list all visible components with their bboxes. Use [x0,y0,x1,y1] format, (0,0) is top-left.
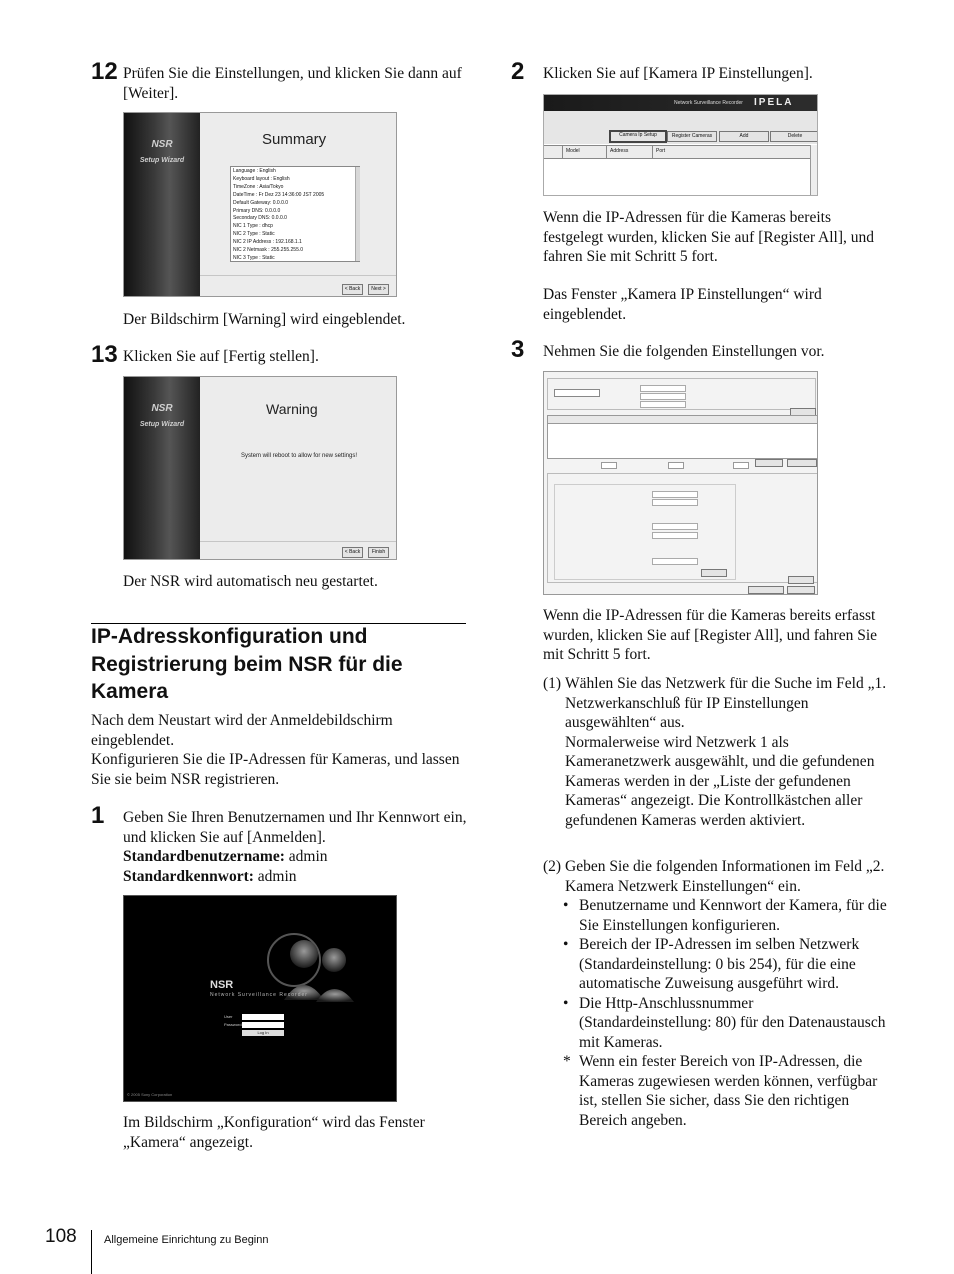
col-address: Address [610,148,629,154]
step-12-text: Prüfen Sie die Einstellungen, und klicken Sie dann auf [Weiter]. [123,65,462,102]
col-divider [652,146,653,158]
found-count [601,462,617,469]
bullet-mark: • [563,994,569,1012]
password-input[interactable] [242,1022,284,1028]
step-3-text: Nehmen Sie die folgenden Einstellungen vor. [543,343,825,360]
unregistered-count [733,462,749,469]
summary-line: NIC 2 Type : Static [233,231,275,238]
item-1-number: (1) [543,675,562,692]
summary-line: Secondary DNS: 0.0.0.0 [233,215,287,222]
page-number: 108 [45,1226,77,1247]
found-camera-list[interactable] [547,423,818,459]
summary-line: NIC 2 Netmask : 255.255.255.0 [233,247,304,254]
step-3-note: Wenn die IP-Adressen für die Kameras bereits erfasst wurden, klicken Sie auf [Register All], und fahren Sie mit Schritt 5 fort. [543,607,878,663]
note-item [559,1052,888,1130]
bullet-item [559,935,888,994]
step-12-number: 12 [91,58,118,85]
admin-password-field[interactable] [652,499,698,506]
login-screenshot [123,895,397,1102]
note-text: Wenn ein fester Bereich von IP-Adressen, die Kameras zugewiesen werden können, verfügbar ist, stellen Sie sicher, dass Sie den richtigen Bereich angeben. [579,1053,878,1129]
default-user-label: Standardbenutzername: [123,848,285,865]
range-to-field[interactable] [652,532,698,539]
wizard-logo-nsr: NSR [151,139,173,150]
login-copyright: © 2005 Sony Corporation [127,1092,173,1097]
wizard-content [200,377,396,559]
wizard-divider [200,275,396,276]
login-user-label: User [224,1014,233,1019]
gateway-field[interactable] [640,401,686,408]
footer-section: Allgemeine Einrichtung zu Beginn [104,1234,269,1246]
step-3-number: 3 [511,336,525,363]
apply-button[interactable] [788,576,814,584]
summary-scrollbar[interactable] [355,167,360,261]
item-2-number: (2) [543,858,562,875]
wizard-sidebar [124,113,200,296]
select-all-button[interactable] [755,459,783,467]
login-password-label: Password [224,1022,242,1027]
camera-list-screenshot [543,94,818,196]
bullet-item [559,994,888,1053]
warning-title: Warning [266,401,318,417]
col-divider [606,146,607,158]
login-button[interactable]: Log In [242,1030,284,1036]
wizard-logo-setup: Setup Wizard [139,157,185,164]
summary-line: Keyboard layout : English [233,175,290,182]
wizard-divider [200,541,396,542]
network-dropdown[interactable] [554,389,600,397]
item-2 [543,857,888,1130]
register-cameras-button[interactable]: Register Cameras [667,131,717,142]
settings-inner-group [554,484,736,580]
register-cameras-dialog-button[interactable] [748,586,784,594]
summary-title: Summary [262,131,327,148]
admin-user-field[interactable] [652,491,698,498]
user-input[interactable] [242,1014,284,1020]
step-1-result: Im Bildschirm „Konfiguration“ wird das Fenster „Kamera“ angezeigt. [123,1114,425,1151]
summary-line: Language : English [233,168,276,174]
section-heading: IP-Adresskonfiguration und Registrierung beim NSR für die Kamera [91,625,403,703]
ipela-logo: IPELA [754,97,794,108]
item-2-bullets [559,896,888,1130]
step-13-text: Klicken Sie auf [Fertig stellen]. [123,348,319,365]
set-button[interactable] [701,569,727,577]
summary-screenshot [123,112,397,297]
warning-screenshot [123,376,397,560]
bullet-text: Die Http-Anschlussnummer (Standardeinstellung: 80) für den Datenaustausch mit Kameras. [579,994,886,1051]
step-1-number: 1 [91,802,105,829]
item-1-detail: Normalerweise wird Netzwerk 1 als Kameranetzwerk ausgewählt, und die gefundenen Kameras werden in der „Liste der gefundenen Kameras“ angezeigt. Die Kontrollkästchen aller gefundenen Kameras werden aktiviert. [565,733,875,829]
back-button[interactable]: < Back [342,284,363,295]
bullet-text: Bereich der IP-Adressen im selben Netzwerk (Standardeinstellung: 0 bis 254), für die eine automatische Zuweisung ausgeführt wird. [579,936,860,992]
camera-ip-setup-button[interactable]: Camera Ip Setup [609,130,667,143]
step-2-note: Wenn die IP-Adressen für die Kameras bereits festgelegt wurden, klicken Sie auf [Register All], und fahren Sie mit Schritt 5 fort. [543,209,875,265]
camera-ip-setup-screenshot [543,371,818,595]
summary-line: NIC 1 Type : dhcp [233,223,273,230]
back-button[interactable]: < Back [342,547,363,558]
step-2-result: Das Fenster „Kamera IP Einstellungen“ wird eingeblendet. [543,286,822,323]
next-button[interactable]: Next > [368,284,389,295]
app-header [544,95,817,111]
login-subtitle: Network Surveillance Recorder [210,992,308,998]
login-brand: NSR [210,979,234,991]
step-1-instruction: Geben Sie Ihren Benutzernamen und Ihr Kennwort ein, und klicken Sie auf [Anmelden]. [123,809,467,846]
subnet-field[interactable] [640,393,686,400]
step-13-number: 13 [91,341,118,368]
wizard-logo-nsr: NSR [151,403,173,414]
wizard-content [200,113,396,296]
bullet-mark: • [563,936,569,953]
warning-message: System will reboot to allow for new settings! [240,453,358,459]
note-mark: * [563,1053,571,1070]
deselect-all-button[interactable] [787,459,817,467]
ip-field[interactable] [640,385,686,392]
summary-line: NIC 3 Type : Static [233,254,275,261]
step-2-number: 2 [511,58,525,85]
http-port-field[interactable] [652,558,698,565]
table-scrollbar[interactable] [810,145,818,195]
registered-count [668,462,684,469]
default-password-value: admin [257,867,297,885]
app-product-name: Network Surveillance Recorder [674,100,743,106]
summary-line: DateTime : Fr Dez 23 14:36:00 JST 2005 [233,191,325,198]
item-1 [543,674,888,830]
default-user-value: admin [288,848,328,865]
wizard-sidebar [124,377,200,559]
wizard-logo-setup: Setup Wizard [139,421,185,428]
delete-button[interactable]: Delete [770,131,818,142]
summary-line: TimeZone : Asia/Tokyo [233,183,284,190]
step-1-text [123,808,468,886]
col-model: Model [566,148,580,154]
toolbar [544,111,817,144]
footer-rule [91,1230,92,1274]
section-intro-1: Nach dem Neustart wird der Anmeldebildschirm eingeblendet. [91,712,393,749]
section-intro-2: Konfigurieren Sie die IP-Adressen für Kameras, und lassen Sie sie beim NSR registrieren. [91,751,460,788]
step-2-text: Klicken Sie auf [Kamera IP Einstellungen]. [543,65,813,82]
close-button[interactable] [787,586,815,594]
summary-line: Default Gateway: 0.0.0.0 [233,199,289,206]
summary-line: Primary DNS: 0.0.0.0 [233,207,281,214]
add-button[interactable]: Add [719,131,769,142]
range-from-field[interactable] [652,523,698,530]
item-2-text: Geben Sie die folgenden Informationen im Feld „2. Kamera Netzwerk Einstellungen“ ein. [565,858,885,895]
bullet-text: Benutzername und Kennwort der Kamera, für die Sie Einstellungen konfigurieren. [579,897,887,934]
default-password-label: Standardkennwort: [123,867,254,885]
step-12-result: Der Bildschirm [Warning] wird eingeblendet. [123,311,406,328]
bullet-mark: • [563,897,569,914]
summary-line: NIC 2 IP Address : 192.168.1.1 [233,239,302,246]
bullet-item [559,896,888,935]
finish-button[interactable]: Finish [368,547,389,558]
summary-text-box[interactable] [230,166,360,262]
item-1-text: Wählen Sie das Netzwerk für die Suche im Feld „1. Netzwerkanschluß für IP Einstellungen ausgewählten“ aus. [565,675,887,731]
col-divider [562,146,563,158]
step-13-result: Der NSR wird automatisch neu gestartet. [123,573,378,590]
col-port: Port [656,148,666,154]
camera-table-header [544,145,810,159]
